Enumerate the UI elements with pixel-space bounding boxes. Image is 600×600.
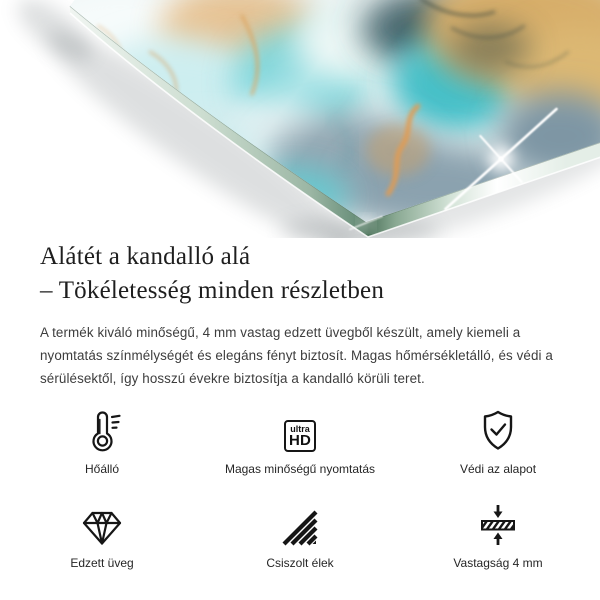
- ultra-hd-icon: [284, 404, 316, 454]
- thermometer-icon: [79, 404, 125, 454]
- diamond-icon: [78, 498, 126, 548]
- product-copy: [0, 240, 600, 570]
- feature-print-quality: [225, 404, 375, 476]
- feature-grid: [0, 404, 600, 570]
- feature-protects-base: [460, 404, 536, 476]
- glass-panel-illustration: [0, 0, 600, 238]
- title-line-2: – Tökéletesség minden részletben: [40, 277, 385, 304]
- feature-label: Edzett üveg: [70, 556, 134, 570]
- product-photo: [0, 0, 600, 238]
- feature-thickness: [453, 498, 542, 570]
- page-title: [40, 240, 560, 308]
- product-description: A termék kiváló minőségű, 4 mm vastag edzett üvegből készült, amely kiemeli a nyomtatás színmélységét és elegáns fényt biztosít. Magas hőmérsékletálló, és védi a sérülésektől, így hosszú évekre biztosítja a kandalló körüli teret.: [40, 325, 553, 386]
- feature-polished-edges: [266, 498, 333, 570]
- polished-edges-icon: [278, 498, 322, 548]
- ultra-hd-badge-top: ultra: [290, 424, 310, 434]
- feature-tempered-glass: [70, 498, 133, 570]
- title-line-1: Alátét a kandalló alá: [40, 243, 251, 270]
- feature-label: Vastagság 4 mm: [453, 556, 543, 570]
- feature-label: Védi az alapot: [459, 462, 537, 476]
- feature-heat-resistant: [79, 404, 125, 476]
- feature-label: Csiszolt élek: [266, 556, 334, 570]
- thickness-icon: [475, 498, 521, 548]
- feature-label: Hőálló: [84, 462, 120, 476]
- feature-label: Magas minőségű nyomtatás: [224, 462, 376, 476]
- ultra-hd-badge-bottom: HD: [288, 432, 312, 449]
- shield-check-icon: [475, 404, 521, 454]
